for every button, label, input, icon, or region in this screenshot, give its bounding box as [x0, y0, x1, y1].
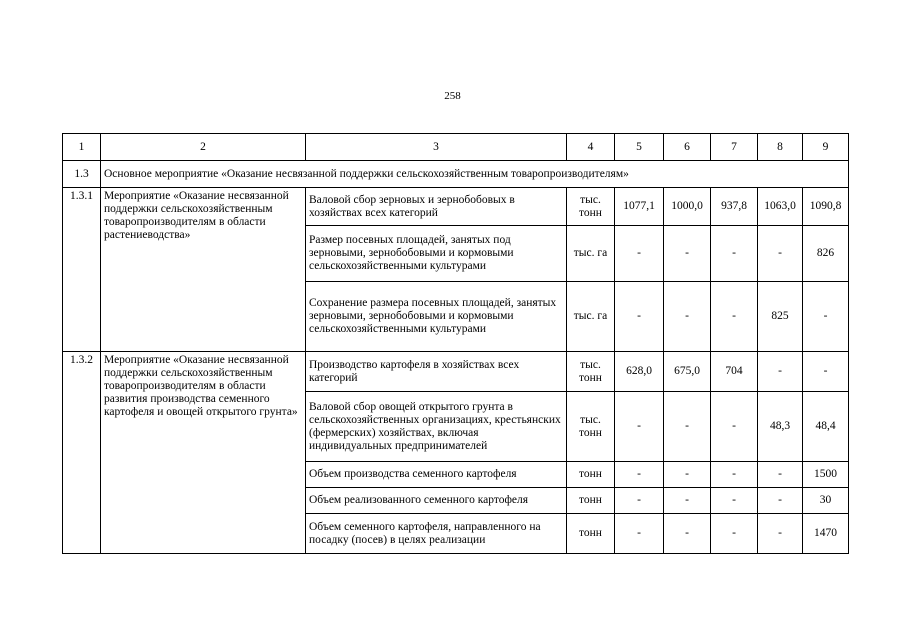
value-cell: 704 [711, 352, 758, 392]
indicator-cell: Объем реализованного семенного картофеля [306, 488, 567, 514]
value-cell: 675,0 [664, 352, 711, 392]
value-cell: 1000,0 [664, 188, 711, 226]
value-cell: - [615, 226, 664, 282]
header-cell: 4 [567, 134, 615, 161]
value-cell: 826 [803, 226, 849, 282]
value-cell: - [664, 514, 711, 554]
value-cell: - [711, 226, 758, 282]
header-cell: 7 [711, 134, 758, 161]
value-cell: - [664, 282, 711, 352]
value-cell: - [711, 462, 758, 488]
section-code: 1.3 [63, 161, 101, 188]
unit-cell: тонн [567, 514, 615, 554]
value-cell: 1077,1 [615, 188, 664, 226]
page-number: 258 [444, 90, 461, 102]
value-cell: 30 [803, 488, 849, 514]
value-cell: - [711, 392, 758, 462]
value-cell: 1470 [803, 514, 849, 554]
value-cell: - [803, 282, 849, 352]
group-name: Мероприятие «Оказание несвязанной поддержки сельскохозяйственным товаропроизводителям в области растениеводства» [101, 188, 306, 352]
section-title: Основное мероприятие «Оказание несвязанной поддержки сельскохозяйственным товаропроизводителям» [101, 161, 849, 188]
value-cell: - [758, 462, 803, 488]
header-cell: 5 [615, 134, 664, 161]
unit-cell: тыс. га [567, 226, 615, 282]
value-cell: - [615, 392, 664, 462]
indicator-cell: Объем семенного картофеля, направленного на посадку (посев) в целях реализации [306, 514, 567, 554]
section-row [63, 161, 849, 188]
value-cell: - [615, 462, 664, 488]
value-cell: 48,3 [758, 392, 803, 462]
group-code: 1.3.1 [63, 188, 101, 352]
indicator-cell: Валовой сбор зерновых и зернобобовых в хозяйствах всех категорий [306, 188, 567, 226]
group-name: Мероприятие «Оказание несвязанной поддержки сельскохозяйственным товаропроизводителям в области развития производства семенного картофеля и овощей открытого грунта» [101, 352, 306, 554]
value-cell: - [664, 462, 711, 488]
value-cell: - [615, 488, 664, 514]
unit-cell: тыс. тонн [567, 188, 615, 226]
header-cell: 3 [306, 134, 567, 161]
value-cell: - [758, 488, 803, 514]
value-cell: 937,8 [711, 188, 758, 226]
value-cell: - [615, 282, 664, 352]
value-cell: - [711, 282, 758, 352]
value-cell: - [803, 352, 849, 392]
header-cell: 2 [101, 134, 306, 161]
indicator-cell: Сохранение размера посевных площадей, занятых зерновыми, зернобобовыми и кормовыми сельскохозяйственными культурами [306, 282, 567, 352]
indicator-cell: Валовой сбор овощей открытого грунта в сельскохозяйственных организациях, крестьянских (фермерских) хозяйствах, включая индивидуальных предпринимателей [306, 392, 567, 462]
value-cell: 48,4 [803, 392, 849, 462]
unit-cell: тонн [567, 488, 615, 514]
value-cell: 825 [758, 282, 803, 352]
header-cell: 8 [758, 134, 803, 161]
header-cell: 6 [664, 134, 711, 161]
table-row [63, 188, 849, 226]
value-cell: 1090,8 [803, 188, 849, 226]
header-cell: 1 [63, 134, 101, 161]
value-cell: 1500 [803, 462, 849, 488]
group-code: 1.3.2 [63, 352, 101, 554]
header-cell: 9 [803, 134, 849, 161]
value-cell: - [758, 514, 803, 554]
value-cell: - [664, 488, 711, 514]
indicator-cell: Объем производства семенного картофеля [306, 462, 567, 488]
value-cell: 628,0 [615, 352, 664, 392]
program-table [62, 133, 849, 554]
table-row [63, 352, 849, 392]
unit-cell: тыс. тонн [567, 352, 615, 392]
value-cell: - [758, 226, 803, 282]
value-cell: - [711, 488, 758, 514]
unit-cell: тонн [567, 462, 615, 488]
value-cell: - [664, 392, 711, 462]
value-cell: - [615, 514, 664, 554]
indicator-cell: Производство картофеля в хозяйствах всех категорий [306, 352, 567, 392]
unit-cell: тыс. тонн [567, 392, 615, 462]
unit-cell: тыс. га [567, 282, 615, 352]
indicator-cell: Размер посевных площадей, занятых под зерновыми, зернобобовыми и кормовыми сельскохозяйственными культурами [306, 226, 567, 282]
value-cell: - [711, 514, 758, 554]
value-cell: 1063,0 [758, 188, 803, 226]
value-cell: - [664, 226, 711, 282]
value-cell: - [758, 352, 803, 392]
header-row [63, 134, 849, 161]
